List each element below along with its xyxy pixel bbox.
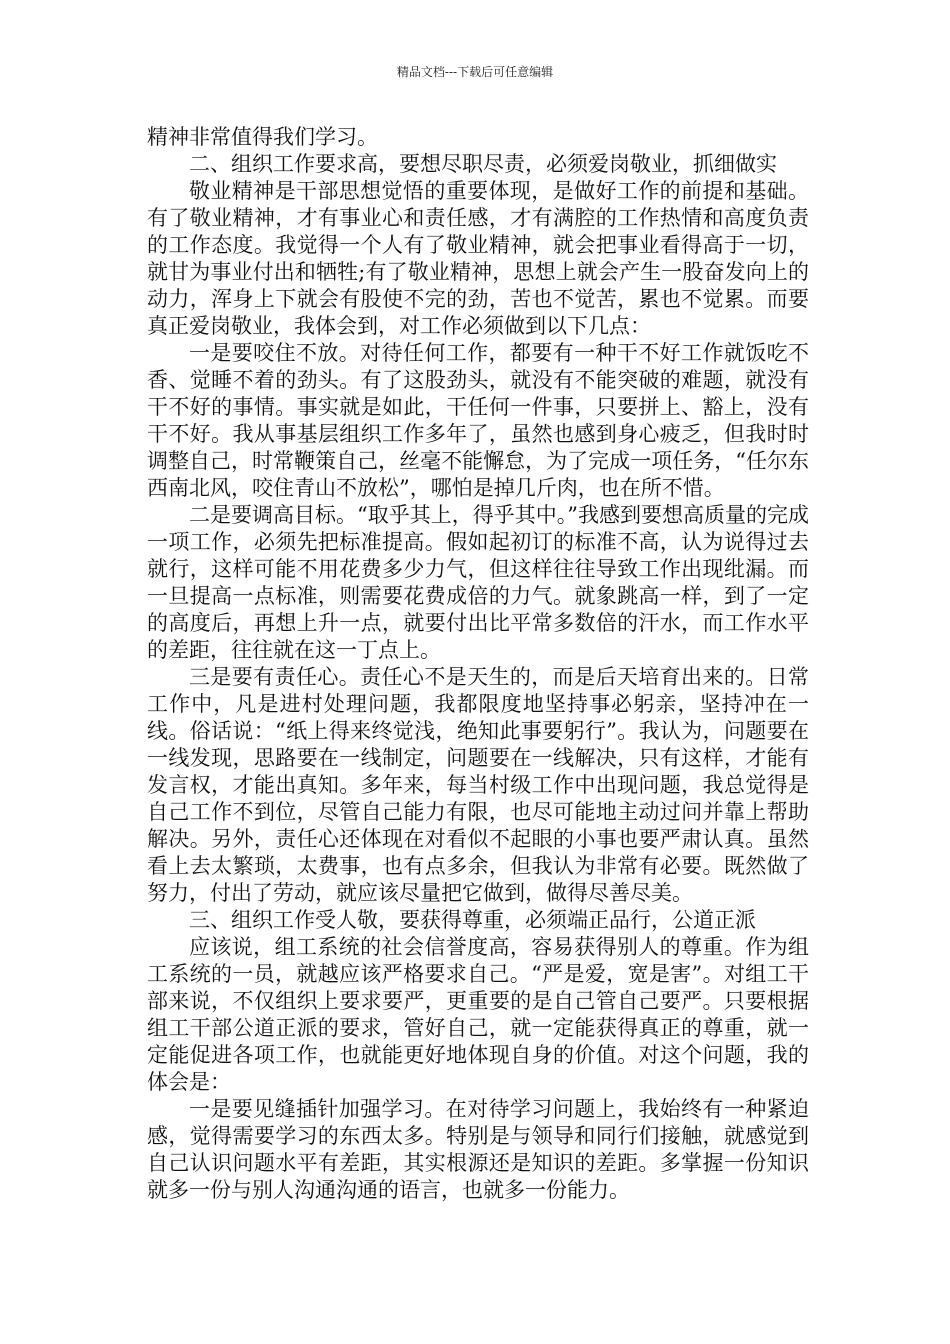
paragraph-dedication: 敬业精神是干部思想觉悟的重要体现，是做好工作的前提和基础。有了敬业精神，才有事业心和责任感，才有满腔的工作热情和高度负责的工作态度。我觉得一个人有了敬业精神，就会把事业看得高于一切，就甘为事业付出和牺牲;有了敬业精神，思想上就会产生一股奋发向上的动力，浑身上下就会有股使不完的劲，苦也不觉苦，累也不觉累。而要真正爱岗敬业，我体会到，对工作必须做到以下几点： [147, 179, 809, 338]
section-heading-3: 三、组织工作受人敬，要获得尊重，必须端正品行，公道正派 [189, 908, 756, 932]
paragraph-point-1: 一是要咬住不放。对待任何工作，都要有一种干不好工作就饭吃不香、觉睡不着的劲头。有了这股劲头，就没有不能突破的难题，就没有干不好的事情。事实就是如此，干任何一件事，只要拼上、豁上，没有干不好。我从事基层组织工作多年了，虽然也感到身心疲乏，但我时时调整自己，时常鞭策自己，丝毫不能懈怠，为了完成一项任务，“任尔东西南北风，咬住青山不放松”，哪怕是掉几斤肉，也在所不惜。 [147, 341, 809, 500]
paragraph-continuation: 精神非常值得我们学习。 [147, 125, 378, 149]
paragraph-respect: 应该说，组工系统的社会信誉度高，容易获得别人的尊重。作为组工系统的一员，就越应该严格要求自己。“严是爱，宽是害”。对组工干部来说，不仅组织上要求要严，更重要的是自己管自己要严。只要根据组工干部公道正派的要求，管好自己，就一定能获得真正的尊重，就一定能促进各项工作，也就能更好地体现自身的价值。对这个问题，我的体会是： [147, 935, 809, 1094]
page-header: 精品文档---下载后可任意编辑 [396, 65, 554, 79]
paragraph-study: 一是要见缝插针加强学习。在对待学习问题上，我始终有一种紧迫感，觉得需要学习的东西太多。特别是与领导和同行们接触，就感觉到自己认识问题水平有差距，其实根源还是知识的差距。多掌握一份知识就多一份与别人沟通沟通的语言，也就多一份能力。 [147, 1097, 809, 1202]
paragraph-point-3: 三是要有责任心。责任心不是天生的，而是后天培育出来的。日常工作中，凡是进村处理问题，我都限度地坚持事必躬亲，坚持冲在一线。俗话说：“纸上得来终觉浅，绝知此事要躬行”。我认为，问题要在一线发现，思路要在一线制定，问题要在一线解决，只有这样，才能有发言权，才能出真知。多年来，每当村级工作中出现问题，我总觉得是自己工作不到位，尽管自己能力有限，也尽可能地主动过问并靠上帮助解决。另外，责任心还体现在对看似不起眼的小事也要严肃认真。虽然看上去太繁琐，太费事，也有点多余，但我认为非常有必要。既然做了努力，付出了劳动，就应该尽量把它做到，做得尽善尽美。 [147, 665, 809, 905]
paragraph-point-2: 二是要调高目标。“取乎其上，得乎其中。”我感到要想高质量的完成一项工作，必须先把标准提高。假如起初订的标准不高，认为说得过去就行，这样可能不用花费多少力气，但这样往往导致工作出现纰漏。而一旦提高一点标准，则需要花费成倍的力气。就象跳高一样，到了一定的高度后，再想上升一点，就要付出比平常多数倍的汗水，而工作水平的差距，往往就在这一丁点上。 [147, 503, 809, 662]
section-heading-2: 二、组织工作要求高，要想尽职尽责，必须爱岗敬业，抓细做实 [189, 152, 777, 176]
document-body [147, 124, 809, 1204]
